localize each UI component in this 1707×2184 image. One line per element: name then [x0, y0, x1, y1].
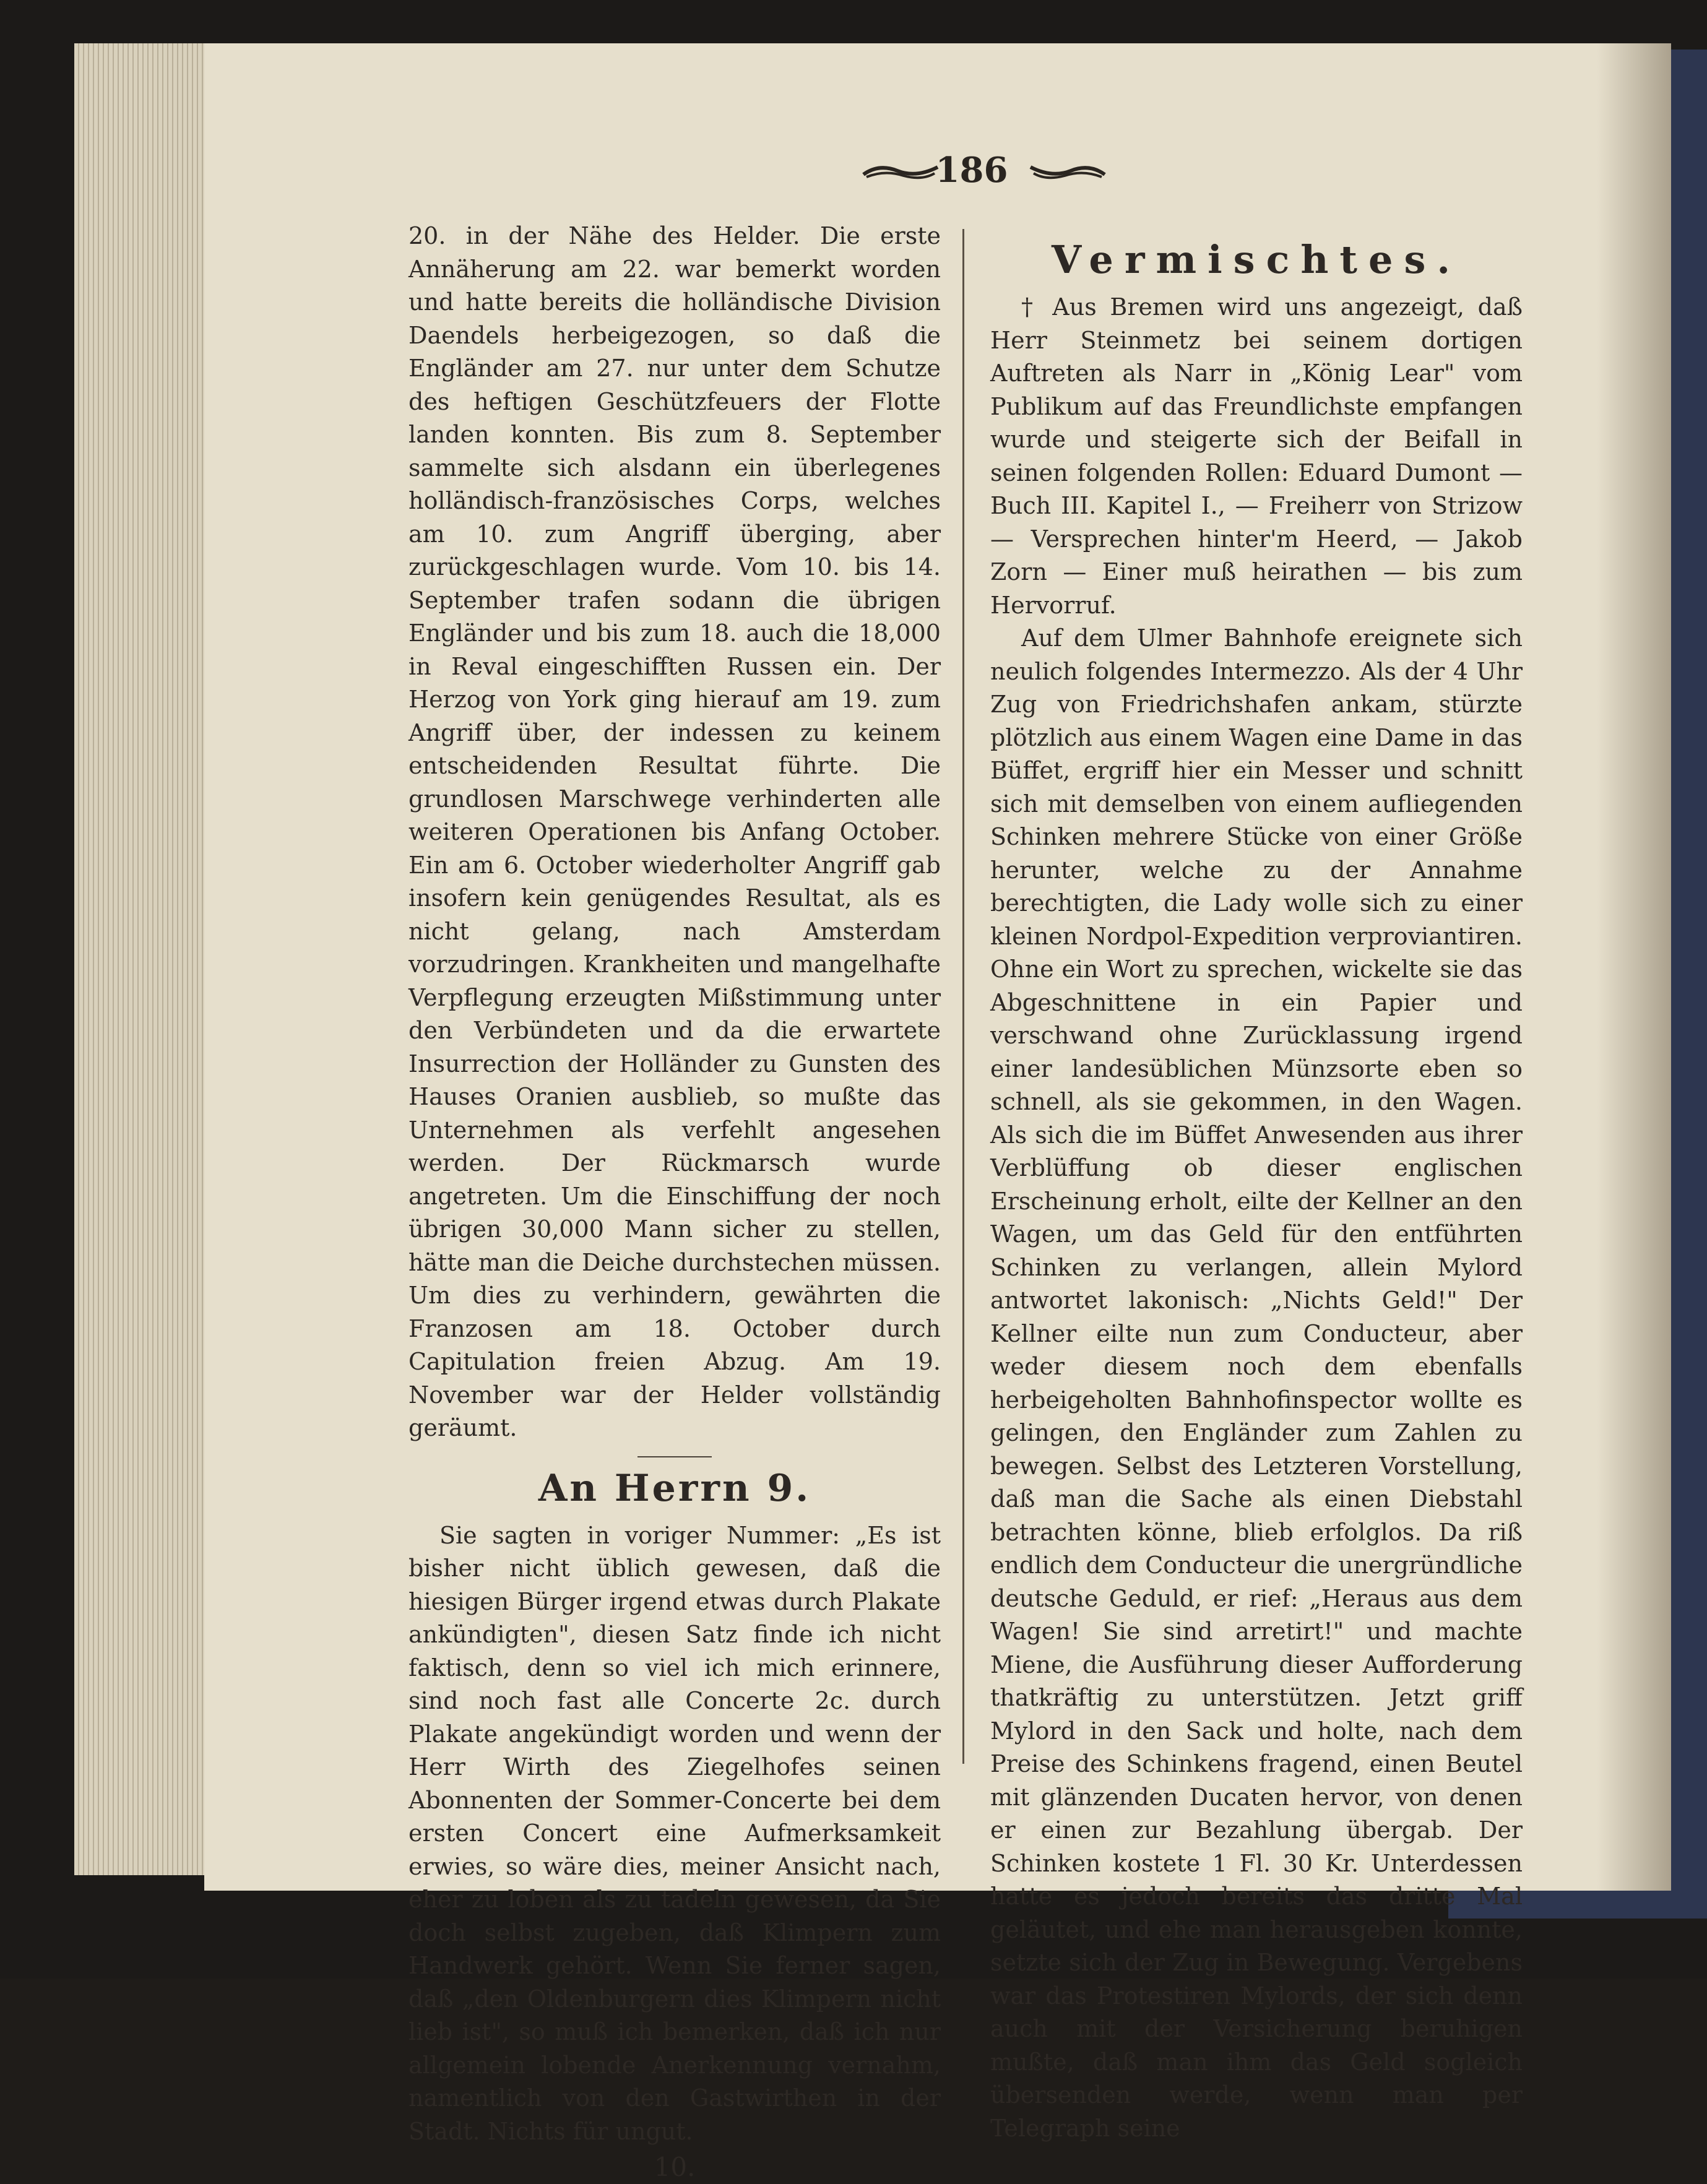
right-ornament-icon: [1027, 162, 1108, 181]
right-section-title: Vermischtes.: [1052, 237, 1461, 282]
left-paragraph-1: 20. in der Nähe des Helder. Die erste Annäherung am 22. war bemerkt worden und hatte bereits die holländische Division Daendels herbeigezogen, so daß die Engländer am 27. nur unter dem Schutze des heftigen Geschützfeuers der Flotte landen konnten. Bis zum 8. September sammelte sich alsdann ein überlegenes holländisch-französisches Corps, welches am 10. zum Angriff überging, aber zurückgeschlagen wurde. Vom 10. bis 14. September trafen sodann die übrigen Engländer und bis zum 18. auch die 18,000 in Reval eingeschifften Russen ein. Der Herzog von York ging hierauf am 19. zum Angriff über, der indessen zu keinem entscheidenden Resultat führte. Die grundlosen Marschwege verhinderten alle weiteren Operationen bis Anfang October. Ein am 6. October wiederholter Angriff gab insofern kein genügendes Resultat, als es nicht gelang, nach Amsterdam vorzudringen. Krankheiten und mangelhafte Verpflegung erzeugten Mißstimmung unter den Verbündeten und da die erwartete Insurrection der Holländer zu Gunsten des Hauses Oranien ausblieb, so mußte das Unternehmen als verfehlt angesehen werden. Der Rückmarsch wurde angetreten. Um die Einschiffung der noch übrigen 30,000 Mann sicher zu stellen, hätte man die Deiche durchstechen müssen. Um dies zu verhindern, gewährten die Franzosen am 18. October durch Capitulation freien Abzug. Am 19. November war der Helder vollständig geräumt.: [408, 222, 941, 1441]
page-number: 186: [935, 150, 1008, 191]
left-column: [408, 220, 941, 2184]
column-divider: [962, 229, 964, 1764]
left-section-paragraph: Sie sagten in voriger Nummer: „Es ist bisher nicht üblich gewesen, daß die hiesigen Bürger irgend etwas durch Plakate ankündigten", diesen Satz finde ich nicht faktisch, denn so viel ich mich erinnere, sind noch fast alle Concerte 2c. durch Plakate angekündigt worden und wenn der Herr Wirth des Ziegelhofes seinen Abonnenten der Sommer-Concerte bei dem ersten Concert eine Aufmerksamkeit erwies, so wäre dies, meiner Ansicht nach, eher zu loben als zu tadeln gewesen, da Sie doch selbst zugeben, daß Klimpern zum Handwerk gehört. Wenn Sie ferner sagen, daß „den Oldenburgern dies Klimpern nicht lieb ist", so muß ich bemerken, daß ich nur allgemein lobende Anerkennung vernahm, namentlich von den Gastwirthen in der Stadt. Nichts für ungut.: [408, 1521, 941, 2145]
left-section-title: An Herrn 9.: [538, 1466, 811, 1510]
gutter-shadow: [1597, 43, 1671, 1891]
right-column: [990, 229, 1523, 2145]
right-paragraph-2: Auf dem Ulmer Bahnhofe ereignete sich neulich folgendes Intermezzo. Als der 4 Uhr Zug von Friedrichshafen ankam, stürzte plötzlich aus einem Wagen eine Dame in das Büffet, ergriff hier ein Messer und schnitt sich mit demselben von einem aufliegenden Schinken mehrere Stücke von einer Größe herunter, welche zu der Annahme berechtigten, die Lady wolle sich zu einer kleinen Nordpol-Expedition verproviantiren. Ohne ein Wort zu sprechen, wickelte sie das Abgeschnittene in ein Papier und verschwand ohne Zurücklassung irgend einer landesüblichen Münzsorte eben so schnell, als sie gekommen, in den Wagen. Als sich die im Büffet Anwesenden aus ihrer Verblüffung ob dieser englischen Erscheinung erholt, eilte der Kellner an den Wagen, um das Geld für den entführten Schinken zu verlangen, allein Mylord antwortet lakonisch: „Nichts Geld!" Der Kellner eilte nun zum Conducteur, aber weder diesem noch dem ebenfalls herbeigeholten Bahnhofinspector wollte es gelingen, den Engländer zum Zahlen zu bewegen. Selbst des Letzteren Vorstellung, daß man die Sache als einen Diebstahl betrachten könne, blieb erfolglos. Da riß endlich dem Conducteur die unergründliche deutsche Geduld, er rief: „Heraus aus dem Wagen! Sie sind arretirt!" und machte Miene, die Ausführung dieser Aufforderung thatkräftig zu unterstützen. Jetzt griff Mylord in den Sack und holte, nach dem Preise des Schinkens fragend, einen Beutel mit glänzenden Ducaten hervor, von denen er einen zur Bezahlung übergab. Der Schinken kostete 1 Fl. 30 Kr. Unterdessen hatte es jedoch bereits das dritte Mal geläutet, und ehe man herausgeben konnte, setzte sich der Zug in Bewegung. Vergebens war das Protestiren Mylords, der sich denn auch mit der Versicherung beruhigen mußte, daß man ihm das Geld sogleich übersenden werde, wenn man per Telegraph seine: [990, 624, 1523, 2142]
right-paragraph-1: † Aus Bremen wird uns angezeigt, daß Herr Steinmetz bei seinem dortigen Auftreten als Narr in „König Lear" vom Publikum auf das Freundlichste empfangen wurde und steigerte sich der Beifall in seinen folgenden Rollen: Eduard Dumont — Buch III. Kapitel I., — Freiherr von Strizow — Versprechen hinter'm Heerd, — Jakob Zorn — Einer muß heirathen — bis zum Hervorruf.: [990, 293, 1523, 619]
signature: 10.: [654, 2152, 696, 2182]
section-divider: [637, 1456, 712, 1457]
